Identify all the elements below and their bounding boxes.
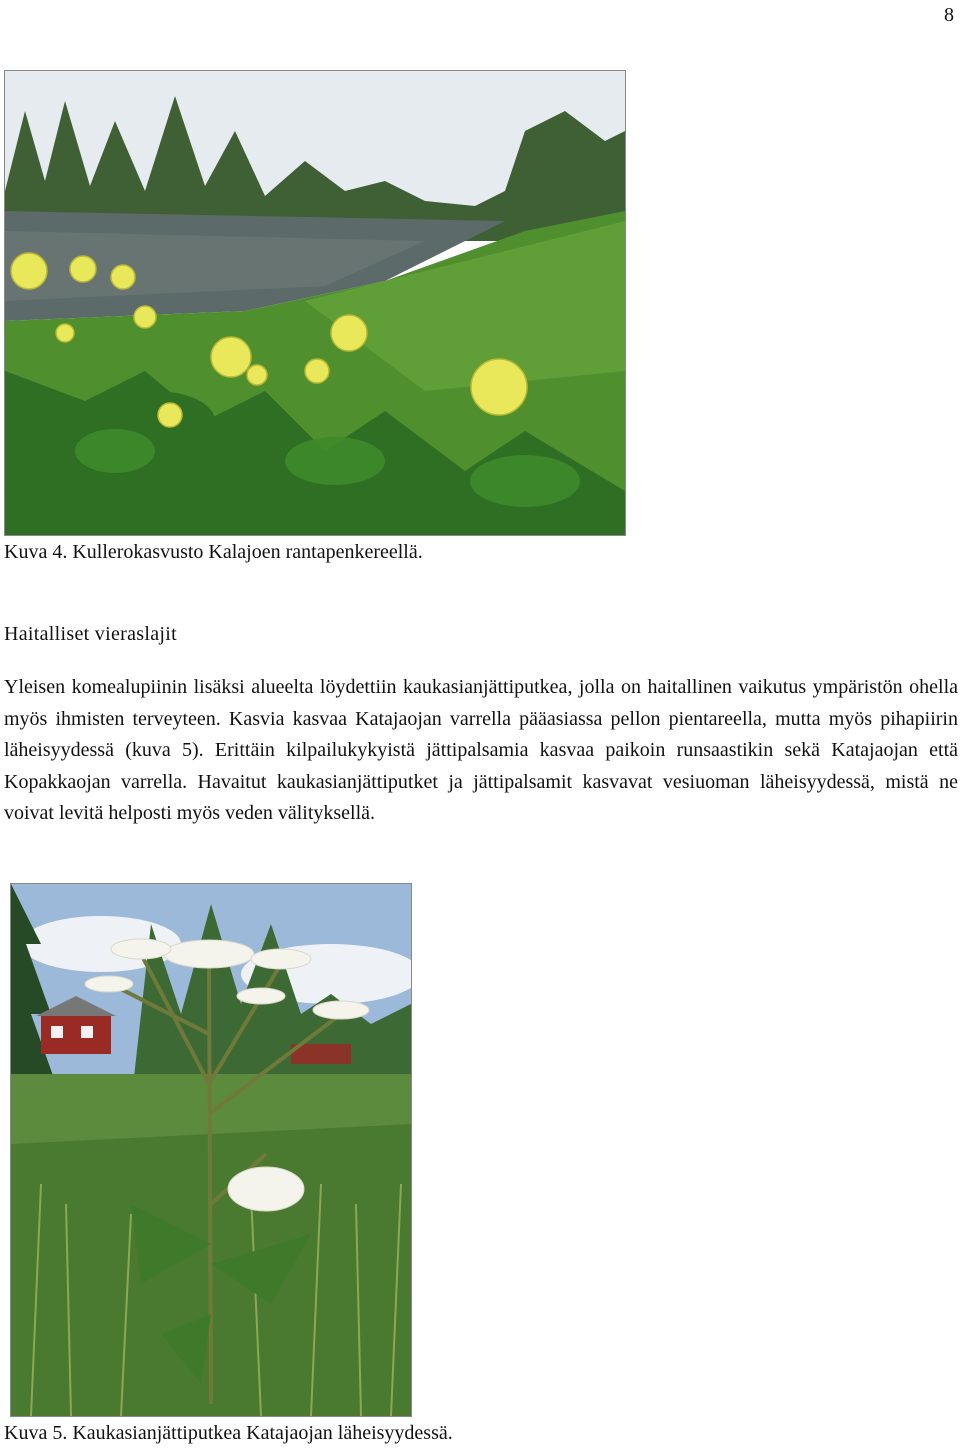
page-number: 8 (944, 4, 954, 26)
section-heading: Haitalliset vieraslajit (4, 623, 177, 645)
photo-illustration (5, 71, 625, 535)
figure-caption-5: Kuva 5. Kaukasianjättiputkea Katajaojan läheisyydessä. (4, 1422, 453, 1444)
figure-caption-4: Kuva 4. Kullerokasvusto Kalajoen rantapenkereellä. (4, 541, 423, 563)
photo-illustration (11, 884, 411, 1416)
riverbank-flowers-photo (4, 70, 626, 536)
section-paragraph: Yleisen komealupiinin lisäksi alueelta löydettiin kaukasianjättiputkea, jolla on haitallinen vaikutus ympäristön ohella myös ihmisten terveyteen. Kasvia kasvaa Katajaojan varrella pääasiassa pellon pientareella, mutta myös pihapiirin läheisyydessä (kuva 5). Erittäin kilpailukykyistä jättipalsamia kasvaa paikoin runsaastikin sekä Katajaojan että Kopakkaojan varrella. Havaitut kaukasianjättiputket ja jättipalsamit kasvavat vesiuoman läheisyydessä, mistä ne voivat levitä helposti myös veden välityksellä. (4, 676, 958, 824)
giant-hogweed-photo (10, 883, 412, 1417)
